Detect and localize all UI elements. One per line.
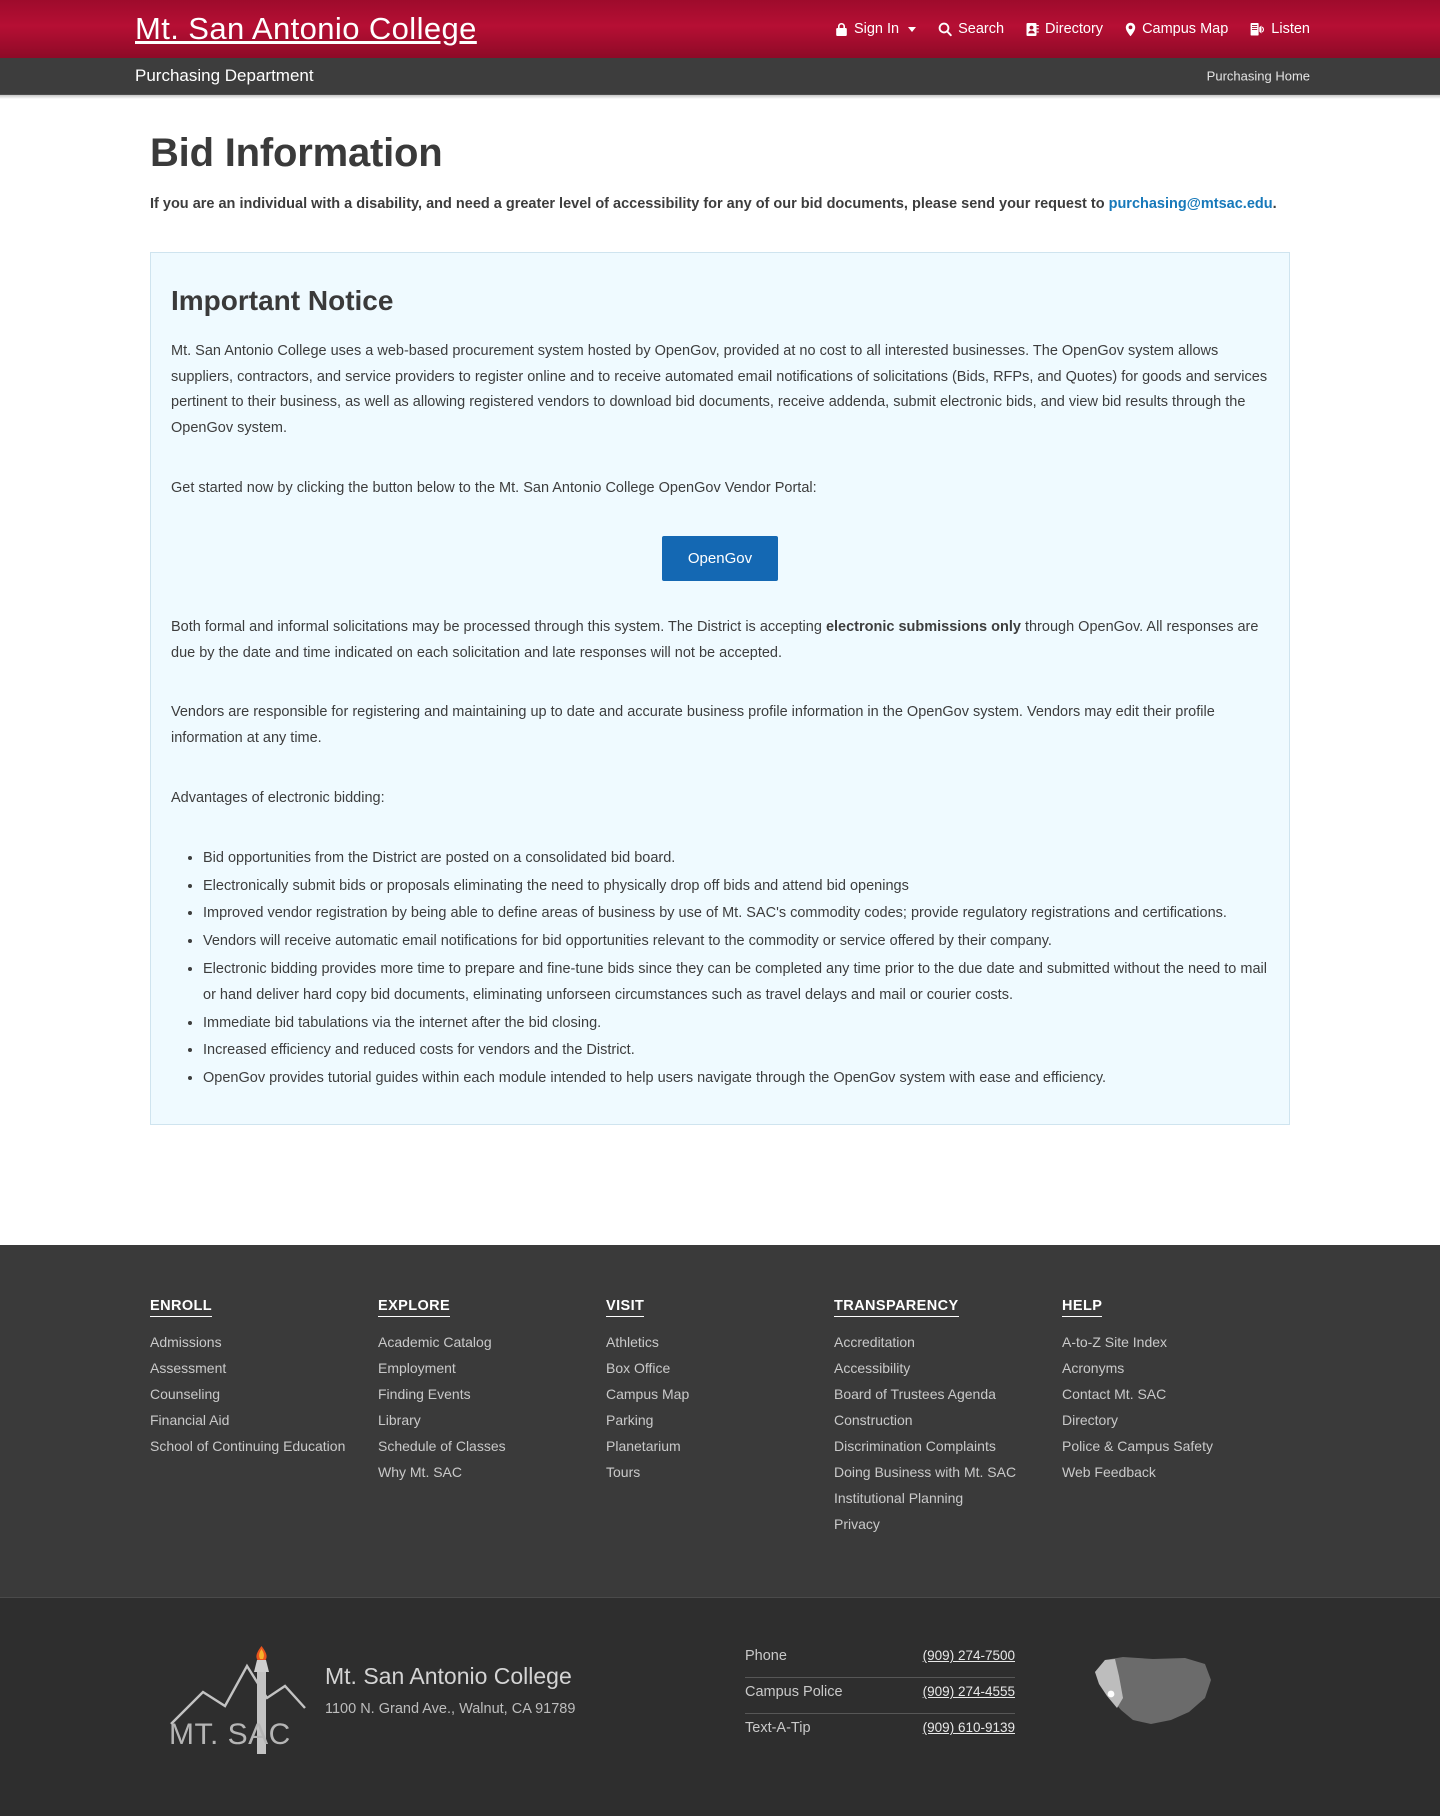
advantages-list (171, 846, 1269, 1092)
footer-link-library[interactable]: Library (378, 1411, 421, 1428)
footer-link-admissions[interactable]: Admissions (150, 1333, 222, 1350)
college-address: 1100 N. Grand Ave., Walnut, CA 91789 (325, 1700, 576, 1717)
footer-link-continuing-education[interactable]: School of Continuing Education (150, 1438, 346, 1455)
footer-link-directory[interactable]: Directory (1062, 1411, 1119, 1428)
footer-link-tours[interactable]: Tours (606, 1464, 641, 1481)
utility-nav (835, 21, 1310, 37)
listen-label: Listen (1271, 21, 1310, 37)
notice-paragraph-3-part1: Both formal and informal solicitations may be processed through this system. The District is accepting (171, 618, 826, 635)
footer-link-academic-catalog[interactable]: Academic Catalog (378, 1333, 492, 1350)
opengov-button[interactable]: OpenGov (662, 536, 778, 581)
footer-link-section (0, 1245, 1440, 1597)
search-link[interactable] (938, 21, 1004, 37)
list-item: • Vendors will receive automatic email notifications for bid opportunities relevant to the commodity or service offered by their company. (203, 929, 1269, 955)
footer-link-planetarium[interactable]: Planetarium (606, 1438, 681, 1455)
accessibility-notice-suffix: . (1272, 196, 1277, 212)
footer-column-transparency (834, 1297, 1062, 1537)
footer-link-counseling[interactable]: Counseling (150, 1385, 221, 1402)
contact-label-campus-police: Campus Police (745, 1684, 843, 1701)
college-identity (325, 1640, 745, 1717)
footer-link-board-of-trustees-agenda[interactable]: Board of Trustees Agenda (834, 1385, 996, 1402)
campus-map-label: Campus Map (1142, 21, 1229, 37)
footer-heading-enroll: ENROLL (150, 1298, 212, 1317)
search-icon (938, 22, 952, 37)
directory-label: Directory (1045, 21, 1104, 37)
directory-icon (1026, 22, 1039, 37)
notice-paragraph-4: Vendors are responsible for registering and maintaining up to date and accurate business profile information in the OpenGov system. Vendors may edit their profile information at any time. (171, 704, 1215, 747)
department-bar (0, 58, 1440, 95)
purchasing-email-link[interactable]: purchasing@mtsac.edu (1108, 196, 1273, 212)
footer-heading-help: HELP (1062, 1298, 1102, 1317)
accessibility-notice-text: If you are an individual with a disability, and need a greater level of accessibility for any of our bid documents, please send your request to (150, 196, 1109, 212)
notice-paragraph-3 (171, 615, 1269, 667)
footer-link-box-office[interactable]: Box Office (606, 1359, 671, 1376)
mt-sac-logo (150, 1640, 325, 1756)
listen-link[interactable] (1250, 21, 1310, 37)
footer-link-privacy[interactable]: Privacy (834, 1516, 880, 1533)
footer-link-financial-aid[interactable]: Financial Aid (150, 1411, 230, 1428)
footer-heading-explore: EXPLORE (378, 1298, 450, 1317)
sign-in-label: Sign In (853, 21, 900, 37)
notice-paragraph-2: Get started now by clicking the button below to the Mt. San Antonio College OpenGov Vendor Portal: (171, 479, 817, 496)
footer-link-employment[interactable]: Employment (378, 1359, 456, 1376)
campus-map-link[interactable] (1125, 21, 1228, 37)
footer-link-acronyms[interactable]: Acronyms (1062, 1359, 1125, 1376)
footer-column-explore (378, 1297, 606, 1537)
accessibility-notice (150, 194, 1290, 216)
usa-map-icon (1093, 1654, 1213, 1739)
important-notice-panel (150, 252, 1290, 1125)
footer-link-campus-map[interactable]: Campus Map (606, 1385, 690, 1402)
footer-link-web-feedback[interactable]: Web Feedback (1062, 1464, 1156, 1481)
opengov-button-wrapper (171, 536, 1269, 581)
contact-label-text-a-tip: Text-A-Tip (745, 1720, 811, 1737)
footer-link-accreditation[interactable]: Accreditation (834, 1333, 915, 1350)
footer-link-schedule-of-classes[interactable]: Schedule of Classes (378, 1438, 506, 1455)
footer-link-parking[interactable]: Parking (606, 1411, 654, 1428)
purchasing-home-link[interactable]: Purchasing Home (1206, 68, 1310, 84)
us-map-graphic (1015, 1640, 1290, 1739)
footer-heading-visit: VISIT (606, 1298, 644, 1317)
college-name: Mt. San Antonio College (325, 1663, 572, 1690)
site-header (0, 0, 1440, 58)
footer-link-a-to-z-site-index[interactable]: A-to-Z Site Index (1062, 1333, 1168, 1350)
lock-icon (835, 22, 848, 37)
footer-link-athletics[interactable]: Athletics (606, 1333, 659, 1350)
listen-icon (1250, 22, 1265, 37)
footer-heading-transparency: TRANSPARENCY (834, 1298, 959, 1317)
footer-link-assessment[interactable]: Assessment (150, 1359, 227, 1376)
notice-paragraph-3-emphasis: electronic submissions only (825, 618, 1021, 635)
contact-row-phone (745, 1648, 1015, 1678)
footer-bottom-section (0, 1597, 1440, 1816)
directory-link[interactable] (1026, 21, 1103, 37)
map-pin-icon (1125, 22, 1136, 37)
notice-paragraph-1: Mt. San Antonio College uses a web-based procurement system hosted by OpenGov, provided at no cost to all interested businesses. The OpenGov system allows suppliers, contractors, and service providers to register online and to receive automated email notifications of solicitations (Bids, RFPs, and Quotes) for goods and services pertinent to their business, as well as allowing registered vendors to download bid documents, receive addenda, submit electronic bids, and view bid results through the OpenGov system. (171, 342, 1268, 437)
contact-value-campus-police[interactable]: (909) 274-4555 (922, 1684, 1015, 1700)
department-title: Purchasing Department (135, 66, 314, 85)
contact-value-text-a-tip[interactable]: (909) 610-9139 (922, 1720, 1015, 1736)
footer-link-institutional-planning[interactable]: Institutional Planning (834, 1490, 964, 1507)
list-item: • Bid opportunities from the District are posted on a consolidated bid board. (203, 846, 1269, 872)
footer-link-finding-events[interactable]: Finding Events (378, 1385, 471, 1402)
notice-paragraph-5: Advantages of electronic bidding: (171, 789, 385, 806)
list-item: • Improved vendor registration by being able to define areas of business by use of Mt. SAC's commodity codes; provide regulatory registrations and certifications. (203, 901, 1269, 927)
footer-link-accessibility[interactable]: Accessibility (834, 1359, 911, 1376)
notice-paragraph-3-part2: through OpenGov. All responses are due by the date and time indicated on each solicitation and late responses will not be accepted. (171, 618, 1259, 661)
svg-text:MT. SAC: MT. SAC (168, 1718, 291, 1752)
list-item: • Immediate bid tabulations via the internet after the bid closing. (203, 1011, 1269, 1037)
footer-link-why-mt-sac[interactable]: Why Mt. SAC (378, 1464, 463, 1481)
footer-link-discrimination-complaints[interactable]: Discrimination Complaints (834, 1438, 996, 1455)
site-logo-text[interactable]: Mt. San Antonio College (135, 11, 477, 46)
contact-list (745, 1640, 1015, 1749)
footer-link-construction[interactable]: Construction (834, 1411, 913, 1428)
header-shadow (0, 95, 1440, 99)
footer-column-help (1062, 1297, 1290, 1537)
list-item: • Electronically submit bids or proposals eliminating the need to physically drop off bids and attend bid openings (203, 874, 1269, 900)
footer-column-enroll (150, 1297, 378, 1537)
contact-label-phone: Phone (745, 1648, 787, 1665)
contact-row-campus-police (745, 1678, 1015, 1714)
sign-in-link[interactable] (835, 21, 916, 37)
footer-link-doing-business[interactable]: Doing Business with Mt. SAC (834, 1464, 1017, 1481)
footer-link-police-campus-safety[interactable]: Police & Campus Safety (1062, 1438, 1213, 1455)
notice-heading: Important Notice (171, 284, 394, 316)
main-content (0, 131, 1440, 1245)
torch-logo-icon (163, 1646, 313, 1756)
footer-column-visit (606, 1297, 834, 1537)
contact-row-text-a-tip (745, 1714, 1015, 1749)
list-item: • Electronic bidding provides more time to prepare and fine-tune bids since they can be completed any time prior to the due date and submitted without the need to mail or hand deliver hard copy bid documents, eliminating unforseen circumstances such as travel delays and mail or courier costs. (203, 957, 1269, 1009)
page-title: Bid Information (150, 131, 443, 175)
search-label: Search (958, 21, 1005, 37)
list-item: • OpenGov provides tutorial guides within each module intended to help users navigate through the OpenGov system with ease and efficiency. (203, 1066, 1269, 1092)
chevron-down-icon (908, 27, 916, 32)
contact-value-phone[interactable]: (909) 274-7500 (922, 1648, 1015, 1664)
footer-link-contact-mt-sac[interactable]: Contact Mt. SAC (1062, 1385, 1167, 1402)
list-item: • Increased efficiency and reduced costs for vendors and the District. (203, 1038, 1269, 1064)
